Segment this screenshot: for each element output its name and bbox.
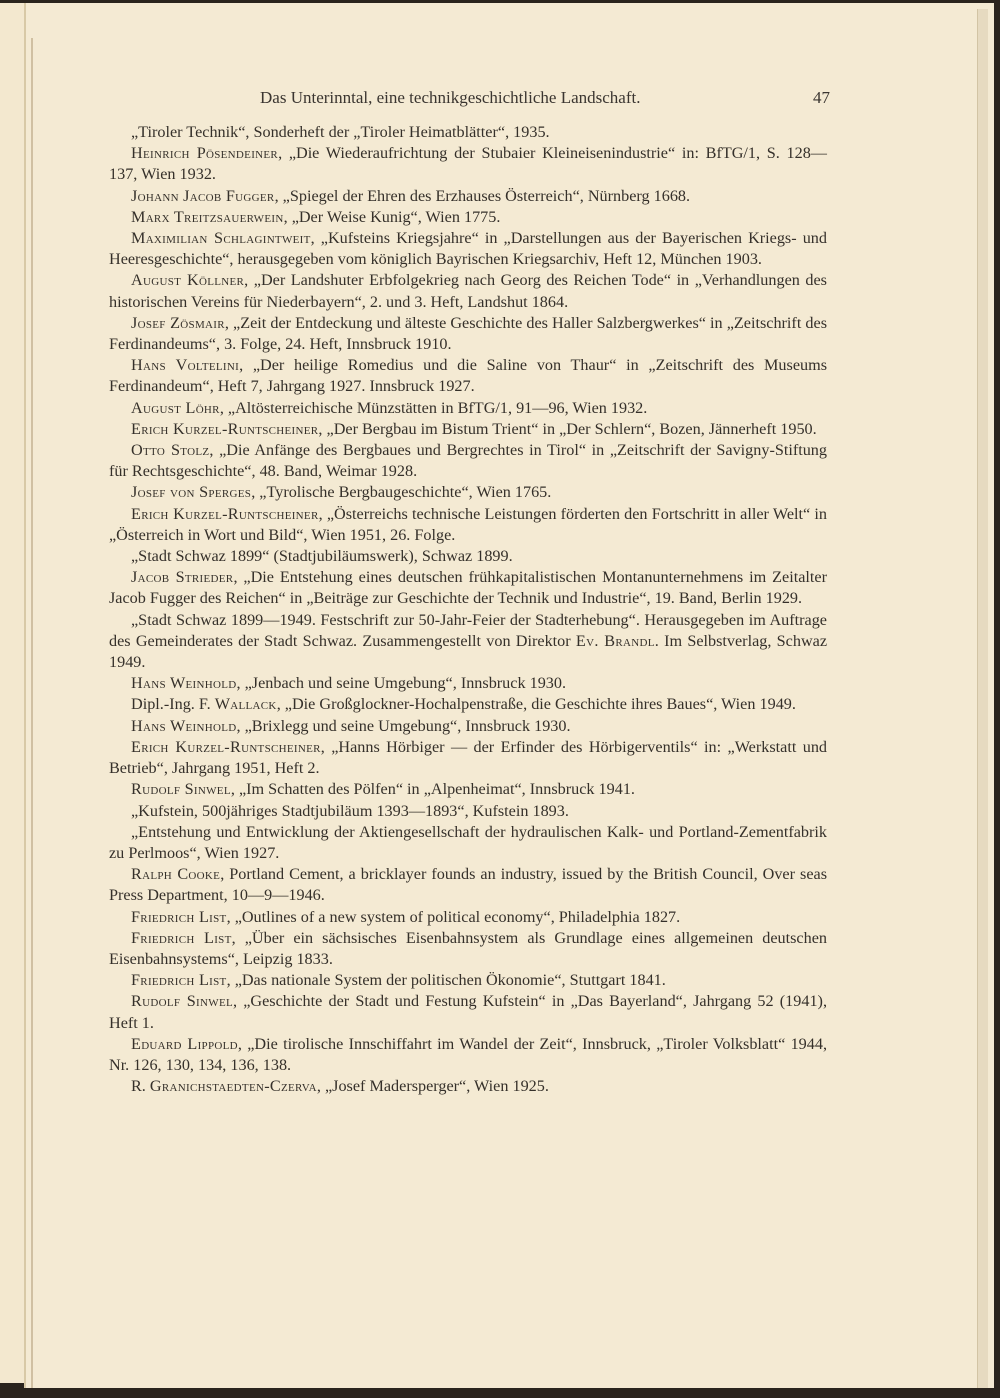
entry-author: Wallack [214, 695, 277, 714]
page-right-edge [977, 9, 988, 1389]
entry-text: , „Der Bergbau im Bistum Trient“ in „Der Schlern“, Bozen, Jännerheft 1950. [318, 419, 817, 438]
entry-text: , „Josef Madersperger“, Wien 1925. [316, 1077, 549, 1096]
entry-text: , „Die tirolische Innschiffahrt im Wandel der Zeit“, Innsbruck, „Tiroler Volksblatt“ 1944, Nr. 126, 130, 134, 136, 138. [109, 1034, 828, 1074]
bibliography-entry [109, 546, 827, 567]
entry-text: , „Im Schatten des Pölfen“ in „Alpenheimat“, Innsbruck 1941. [230, 780, 635, 799]
entry-text: , „Jenbach und seine Umgebung“, Innsbruck 1930. [236, 674, 567, 693]
entry-text: , „Das nationale System der politischen Ökonomie“, Stuttgart 1841. [226, 971, 666, 990]
entry-author: August Löhr [131, 398, 220, 417]
entry-author: Granichstaedten-Czerva [149, 1077, 317, 1096]
bibliography-entry [109, 822, 827, 864]
entry-text: . Im Selbstverlag, Schwaz 1949. [109, 631, 827, 672]
entry-author: Hans Weinhold [131, 716, 237, 735]
entry-author: Marx Treitzsauerwein [131, 207, 284, 226]
entry-author: Jacob Strieder [131, 568, 234, 587]
entry-text: , „Die Anfänge des Bergbaues und Bergrechtes in Tirol“ in „Zeitschrift der Savigny-Stiftung für Rechtsgeschichte“, 48. Band, Weimar 1928. [109, 441, 827, 481]
entry-text: , „Die Großglockner-Hochalpenstraße, die Geschichte ihres Baues“, Wien 1949. [276, 695, 796, 714]
running-header [110, 88, 830, 110]
entry-author: Hans Voltelini [131, 356, 240, 375]
bibliography-list [109, 122, 827, 1097]
entry-author: Johann Jacob Fugger [131, 186, 275, 205]
bibliography-entry [109, 482, 827, 503]
entry-text: , „Tyrolische Bergbaugeschichte“, Wien 1765. [251, 483, 552, 502]
gutter-line [31, 38, 33, 1388]
entry-author: Josef von Sperges [131, 483, 252, 502]
entry-author: Ralph Cooke [131, 865, 221, 884]
bibliography-entry [109, 122, 827, 143]
entry-author: Rudolf Sinwel [131, 992, 233, 1011]
entry-author: Erich Kurzel-Runtscheiner [131, 737, 321, 756]
bibliography-entry [109, 716, 827, 737]
running-title: Das Unterinntal, eine technikgeschichtliche Landschaft. [260, 88, 641, 107]
entry-prefix: Dipl.-Ing. F. [131, 695, 215, 714]
entry-text: , „Kufsteins Kriegsjahre“ in „Darstellungen aus der Bayerischen Kriegs- und Heeresgeschichte“, herausgegeben vom königlich Bayrischen Kriegsarchiv, Heft 12, München 1903. [109, 229, 827, 269]
bibliography-entry [109, 504, 827, 546]
bibliography-entry [109, 970, 827, 991]
page-number: 47 [813, 88, 830, 107]
bibliography-entry [109, 1076, 827, 1097]
entry-text: , „Die Entstehung eines deutschen frühkapitalistischen Montanunternehmens im Zeitalter Jacob Fugger des Reichen“ in „Beiträge zur Geschichte der Technik und Industrie“, 19. Band, Berlin 1929. [109, 568, 827, 608]
bibliography-entry [109, 991, 827, 1033]
entry-text: , „Spiegel der Ehren des Erzhauses Österreich“, Nürnberg 1668. [274, 186, 691, 205]
entry-author: Friedrich List [131, 928, 232, 947]
entry-text: , „Geschichte der Stadt und Festung Kufstein“ in „Das Bayerland“, Jahrgang 52 (1941), Heft 1. [109, 992, 827, 1032]
entry-author: Eduard Lippold [131, 1034, 238, 1053]
bibliography-entry [109, 779, 827, 800]
entry-author: August Köllner [131, 271, 245, 290]
entry-author: Erich Kurzel-Runtscheiner [131, 419, 319, 438]
entry-text: , „Die Wiederaufrichtung der Stubaier Kleineisenindustrie“ in: BfTG/1, S. 128—137, Wien 1932. [109, 144, 827, 184]
entry-text: , „Der Weise Kunig“, Wien 1775. [283, 207, 501, 226]
bibliography-entry [109, 207, 827, 228]
entry-prefix: R. [131, 1077, 150, 1096]
entry-text: „Tiroler Technik“, Sonderheft der „Tiroler Heimatblätter“, 1935. [131, 123, 550, 141]
bibliography-entry [109, 186, 827, 207]
bibliography-entry [109, 228, 827, 270]
entry-author: Friedrich List [131, 907, 227, 926]
bibliography-entry [109, 419, 827, 440]
entry-text: , „Altösterreichische Münzstätten in BfTG/1, 91—96, Wien 1932. [219, 398, 648, 417]
entry-text: , „Der heilige Romedius und die Saline von Thaur“ in „Zeitschrift des Museums Ferdinandeum“, Heft 7, Jahrgang 1927. Innsbruck 1927. [109, 356, 827, 396]
bibliography-entry [109, 398, 827, 419]
entry-text: „Kufstein, 500jähriges Stadtjubiläum 1393—1893“, Kufstein 1893. [131, 801, 569, 820]
bibliography-entry [109, 801, 827, 822]
entry-text: , „Österreichs technische Leistungen förderten den Fortschritt in aller Welt“ in „Österreich in Wort und Bild“, Wien 1951, 26. Folge. [109, 504, 827, 544]
entry-text: , „Der Landshuter Erbfolgekrieg nach Georg des Reichen Tode“ in „Verhandlungen des historischen Vereins für Niederbayern“, 2. und 3. Heft, Landshut 1864. [109, 271, 827, 311]
entry-text: , „Outlines of a new system of political economy“, Philadelphia 1827. [226, 907, 681, 926]
bibliography-entry [109, 673, 827, 694]
bibliography-entry [109, 864, 827, 906]
entry-author: Heinrich Pösendeiner [131, 144, 279, 163]
bibliography-entry [109, 143, 827, 185]
bottom-shadow [0, 1388, 1000, 1398]
bibliography-entry [109, 907, 827, 928]
bibliography-entry [109, 440, 827, 482]
bibliography-entry [109, 270, 827, 312]
entry-author: Maximilian Schlagintweit [131, 229, 311, 248]
entry-text: , „Über ein sächsisches Eisenbahnsystem als Grundlage eines allgemeinen deutschen Eisenbahnsystems“, Leipzig 1833. [109, 928, 827, 968]
entry-text: , „Zeit der Entdeckung und älteste Geschichte des Haller Salzbergwerkes“ in „Zeitschrift des Ferdinandeums“, 3. Folge, 24. Heft, Innsbruck 1910. [109, 313, 827, 354]
entry-text: „Entstehung und Entwicklung der Aktiengesellschaft der hydraulischen Kalk- und Portland-Zementfabrik zu Perlmoos“, Wien 1927. [109, 822, 827, 862]
bibliography-entry [109, 313, 827, 355]
bibliography-entry [109, 1034, 827, 1076]
entry-text: , „Hanns Hörbiger — der Erfinder des Hörbigerventils“ in: „Werkstatt und Betrieb“, Jahrgang 1951, Heft 2. [109, 737, 828, 778]
entry-author: Otto Stolz [131, 441, 210, 460]
entry-text: „Stadt Schwaz 1899—1949. Festschrift zur 50-Jahr-Feier der Stadterhebung“. Herausgegeben im Auftrage des Gemeinderates der Stadt Schwaz. Zusammengestellt von Direktor [109, 610, 827, 650]
previous-page-edge [0, 3, 24, 1383]
bibliography-entry [109, 567, 827, 609]
bibliography-entry [109, 610, 827, 674]
entry-author: Ev. Brandl [575, 631, 655, 650]
entry-text: „Stadt Schwaz 1899“ (Stadtjubiläumswerk), Schwaz 1899. [131, 547, 513, 566]
entry-author: Friedrich List [131, 971, 227, 990]
entry-author: Rudolf Sinwel [131, 780, 231, 799]
bibliography-entry [109, 694, 827, 715]
bibliography-entry [109, 737, 827, 779]
bibliography-entry [109, 355, 827, 397]
entry-text: , Portland Cement, a bricklayer founds an industry, issued by the British Council, Over seas Press Department, 10—9—1946. [109, 865, 827, 905]
entry-author: Josef Zösmair [131, 313, 225, 332]
entry-author: Erich Kurzel-Runtscheiner [131, 504, 319, 523]
bibliography-entry [109, 928, 827, 970]
entry-author: Hans Weinhold [131, 674, 237, 693]
entry-text: , „Brixlegg und seine Umgebung“, Innsbruck 1930. [236, 716, 571, 735]
